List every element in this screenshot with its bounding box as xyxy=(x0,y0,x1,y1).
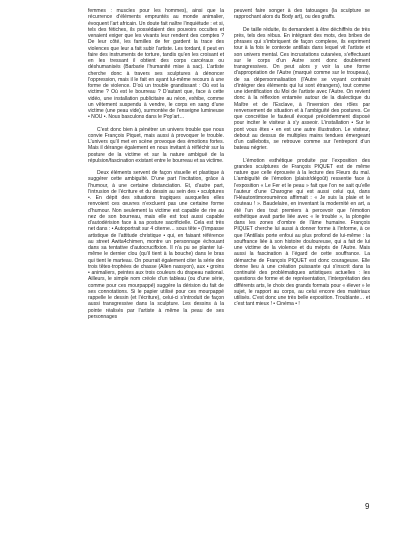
paragraph: C’est donc bien à pénétrer un univers trouble que nous convie François Piquet, mais aussi à provoquer le trouble. L’univers qu’il met en scène provoque des émotions fortes. Mais il dérange également en nous invitant à réfléchir sur la posture de la victime et sur la nature ambiguë de la répulsion/fascination existant entre le bourreau et sa victime. xyxy=(88,126,224,164)
paragraph: peuvent faire songer à des tatouages (la sculpture se rapprochant alors du Body art), ou des graffs. xyxy=(234,8,370,21)
left-column xyxy=(88,8,224,320)
paragraph: L’émotion esthétique produite par l’exposition des grandes sculptures de François PIQUET est de même nature que celle éprouvée à la lecture des Fleurs du mal. L’ambiguïté de l’émotion (plaisir/dégoût) ressentie face à l’exposition « Le Fer et le peau » fait que l’on ne sait qu’elle l’auteur d’une Charogne qui est aussi celui qui, dans l’Héautontimorouménos affirmait : « Je suis la plaie et le couteau ! ». Baudelaire, en inventant la modernité en art, a été l’un des tout premiers à percevoir que l’émotion esthétique avait partie liée avec « le trouble », la plongée dans les zones d’ombre de l’âme humaine. François PIQUET cherche lui aussi à donner forme à l’informe, à ce que l’Antillais porte enfoui au plus profond de lui-même : la souffrance liée à son histoire douloureuse, qui a fait de lui une victime de la violence et du mépris de l’Autre. Mais aussi la fascination à l’égard de cette souffrance. La démarche de François PIQUET est donc courageuse. Elle donne lieu à une création puissante qui s’inscrit dans la continuité des problématiques artistiques actuelles : les questions de forme et de représentation, l’interprétation des différents arts, le choix des grands formats pour « élever » le sujet, le rapport au corps, au celui encore des matériaux utilisés. C’est donc une très belle exposition. Troublante… et c’est tant mieux ! • Cinéma • ! xyxy=(234,157,370,308)
paragraph: De taille réduite, ils demandent à être déchiffrés de très près, tels des rébus. En intégrant des mots, des bribes de phrases qui s’imbriquent de façon complexe, ils expriment tour à la fois le contexte antillais dans lequel vit l’artiste et son univers mental. Ces incrustations cutanées, s’effectuant sur le corps d’un Autre sont donc doublement transgressives. On peut alors y voir la une forme d’appropriation de l’Autre (marqué comme sur le troupeau), de sa dépersonnalisation (l’Autre se voyant contraint d’intégrer des éléments qui lui sont étrangers), tout comme une identification du Moi de l’artiste avec l’Autre. On revient donc à la réflexion entamée autour de la dialectique du Maître et de l’Esclave, à l’inversion des rôles par renversement de situation et à l’ambiguïté des postures. Ce que concrétise le fauteuil évoqué précédemment disposé pour inciter le visiteur à s’y asseoir. L’installation • Sur le pont vous êtes • en est une autre illustration. Le visiteur, debout au dessus de multiples mains tendues émergeant d’un caillebotis, se retrouve comme sur l’entrepont d’un bateau négrier. xyxy=(234,26,370,152)
page-number: 9 xyxy=(365,502,370,511)
paragraph: femmes : muscles pour les hommes), ainsi que la récurrence d’éléments empruntés au monde animalier, évoquent l’art africain. Un doute fait naître l’inquiétude : et si, tels des fétiches, ils possédaient des pouvoirs occultes et venaient exiger que les vivants leur rendent des comptes ? De leur côté, les familles de fer gardent la trace des violences que leur a fait subir l’artiste. Les tordant, il peut en faire des instruments de torture, tandis qu’en les croisant et en les tressant il obtient des corps carcéraux ou déshumanisés (Barbarie l’humanité mise à sac). L’artiste cherche donc à travers ses sculptures à dénoncer l’oppression, mais il le fait en ayant lui-même recours à une forme de violence. D’où un trouble grandissant : Où est la victime ? Où est le bourreau ? D’autant que, face à cette vidéo, une installation publicitaire au néon, exhibe, comme un vêtement suspendu à vendre, le corps en sang d’une victime (une peau vide), surmontée de l’enseigne lumineuse • NOU •. Nous basculons dans le Pop’art… xyxy=(88,8,224,121)
paragraph: Deux éléments servent de façon visuelle et plastique à suggérer cette ambiguïté. D’une part l’incitation, grâce à l’humour, à une certaine distanciation. Et, d’autre part, l’intrusion de l’écriture et du dessin au sein des • sculptures •. En dépit des situations tragiques auxquelles elles renvoient ces œuvres n’excluent pas une certaine forme d’humour. Non seulement la victime est capable de rire au nez de son bourreau, mais elle est tout aussi capable d’autodérision face à sa posture sacrificielle. Cela est très net dans : • Autoportrait sur 4 citerne… sous tête • (l’impasse artistique de l’attitude christique • qui, en faisant référence au street Awita4chimen, montre un personnage échouant dans sa tentative d’autocrucifixion. Il n’a pu se planter lui-même le dernier clou (qu’il tient à la bouche) dans le bras qui tient le marteau. On pourrait également citer la série des trois têtes·trophées de chasse (Allen nassyon), aux • groins • animaliers, peintes aux trois couleurs du drapeau national. Ailleurs, le simple nom créole d’un tableau (ou d’une série, comme pour ces mourpappé) suggère la dérision du fait de ses connotations. Si le papier utilisé pour ces mourpappé rappelle le dessin (et l’écriture), celui-ci s’introduit de façon aussi transgressive dans la sculpture. Les dessins à la pointe réalisés par l’artiste à même la peau de ses personnages xyxy=(88,170,224,320)
right-column xyxy=(234,8,370,308)
